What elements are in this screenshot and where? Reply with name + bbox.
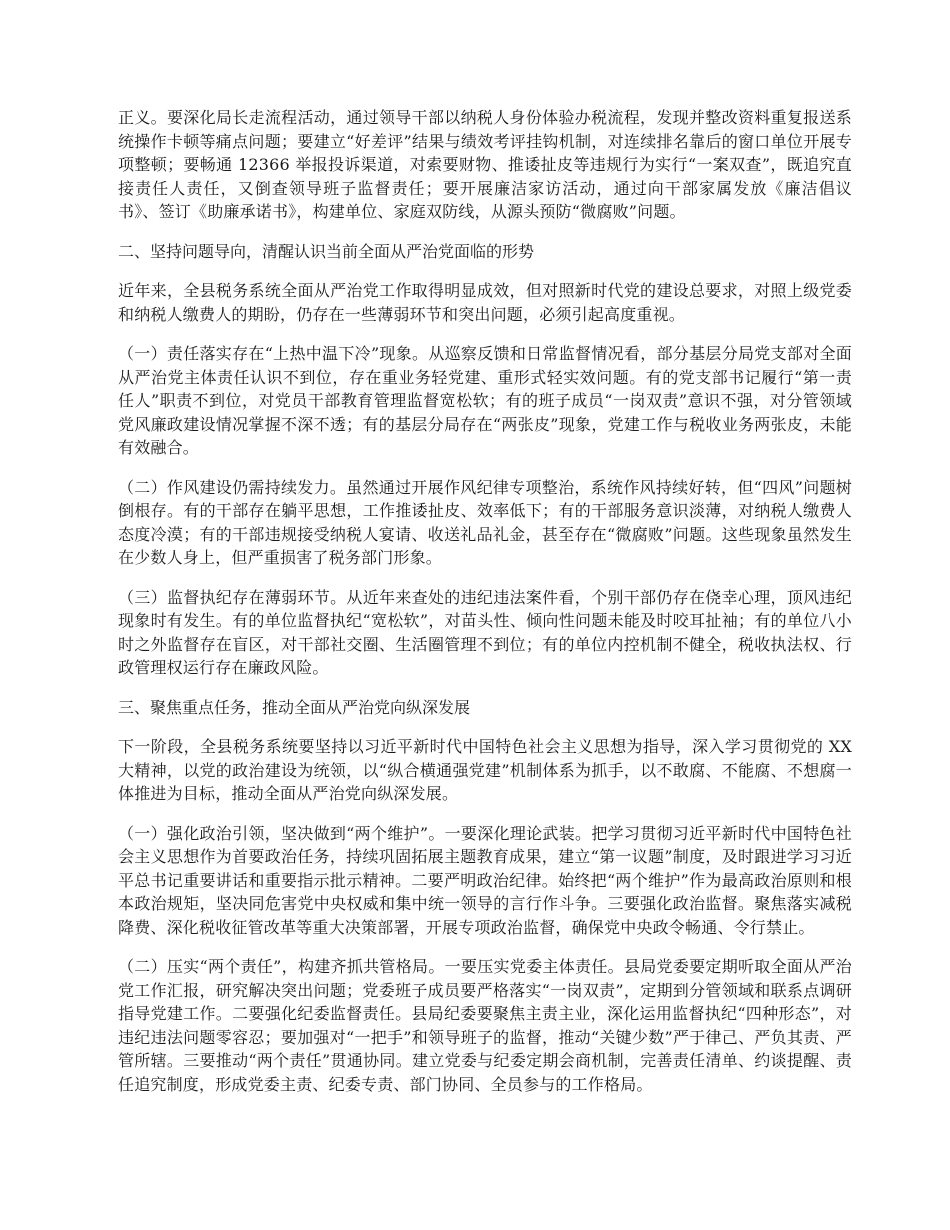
paragraph-two-responsibilities: （二）压实“两个责任”，构建齐抓共管格局。一要压实党委主体责任。县局党委要定期听取全面从严治党工作汇报，研究解决突出问题；党委班子成员要严格落实“一岗双责”，定期到分管领域和联系点调研指导党建工作。二要强化纪委监督责任。县局纪委要聚焦主责主业，深化运用监督执纪“四种形态”，对违纪违法问题零容忍；要加强对“一把手”和领导班子的监督，推动“关键少数”严于律己、严负其责、严管所辖。三要推动“两个责任”贯通协同。建立党委与纪委定期会商机制，完善责任清单、约谈提醒、责任追究制度，形成党委主责、纪委专责、部门协同、全员参与的工作格局。 <box>118 957 852 1094</box>
paragraph-work-style-issue: （二）作风建设仍需持续发力。虽然通过开展作风纪律专项整治，系统作风持续好转，但“四风”问题树倒根存。有的干部存在躺平思想，工作推诿扯皮、效率低下；有的干部服务意识淡薄，对纳税人缴费人态度冷漠；有的干部违规接受纳税人宴请、收送礼品礼金，甚至存在“微腐败”问题。这些现象虽然发生在少数人身上，但严重损害了税务部门形象。 <box>118 477 852 567</box>
paragraph-responsibility-issue: （一）责任落实存在“上热中温下冷”现象。从巡察反馈和日常监督情况看，部分基层分局党支部对全面从严治党主体责任认识不到位，存在重业务轻党建、重形式轻实效问题。有的党支部书记履行“第一责任人”职责不到位，对党员干部教育管理监督宽松软；有的班子成员“一岗双责”意识不强，对分管领域党风廉政建设情况掌握不深不透；有的基层分局存在“两张皮”现象，党建工作与税收业务两张皮，未能有效融合。 <box>118 344 852 457</box>
section-heading-three: 三、聚焦重点任务，推动全面从严治党向纵深发展 <box>118 697 471 717</box>
paragraph-situation-overview: 近年来，全县税务系统全面从严治党工作取得明显成效，但对照新时代党的建设总要求，对照上级党委和纳税人缴费人的期盼，仍存在一些薄弱环节和突出问题，必须引起高度重视。 <box>118 281 852 324</box>
paragraph-supervision-issue: （三）监督执纪存在薄弱环节。从近年来查处的违纪违法案件看，个别干部仍存在侥幸心理，顶风违纪现象时有发生。有的单位监督执纪“宽松软”，对苗头性、倾向性问题未能及时咬耳扯袖；有的单位八小时之外监督存在盲区，对干部社交圈、生活圈管理不到位；有的单位内控机制不健全，税收执法权、行政管理权运行存在廉政风险。 <box>118 587 852 677</box>
section-heading-two: 二、坚持问题导向，清醒认识当前全面从严治党面临的形势 <box>118 241 535 261</box>
paragraph-continued-intro: 正义。要深化局长走流程活动，通过领导干部以纳税人身份体验办税流程，发现并整改资料重复报送系统操作卡顿等痛点问题；要建立“好差评”结果与绩效考评挂钩机制，对连续排名靠后的窗口单位开展专项整顿；要畅通 12366 举报投诉渠道，对索要财物、推诿扯皮等违规行为实行“一案双查”，既追究直接责任人责任，又倒查领导班子监督责任；要开展廉洁家访活动，通过向干部家属发放《廉洁倡议书》、签订《助廉承诺书》，构建单位、家庭双防线，从源头预防“微腐败”问题。 <box>118 108 852 221</box>
paragraph-next-stage: 下一阶段，全县税务系统要坚持以习近平新时代中国特色社会主义思想为指导，深入学习贯彻党的 XX 大精神，以党的政治建设为统领，以“纵合横通强党建”机制体系为抓手，以不敢腐、不能腐、不想腐一体推进为目标，推动全面从严治党向纵深发展。 <box>118 737 852 803</box>
document-page <box>118 106 852 1112</box>
paragraph-political-guidance: （一）强化政治引领，坚决做到“两个维护”。一要深化理论武装。把学习贯彻习近平新时代中国特色社会主义思想作为首要政治任务，持续巩固拓展主题教育成果，建立“第一议题”制度，及时跟进学习习近平总书记重要讲话和重要指示批示精神。二要严明政治纪律。始终把“两个维护”作为最高政治原则和根本政治规矩，坚决同危害党中央权威和集中统一领导的言行作斗争。三要强化政治监督。聚焦落实减税降费、深化税收征管改革等重大决策部署，开展专项政治监督，确保党中央政令畅通、令行禁止。 <box>118 823 852 937</box>
